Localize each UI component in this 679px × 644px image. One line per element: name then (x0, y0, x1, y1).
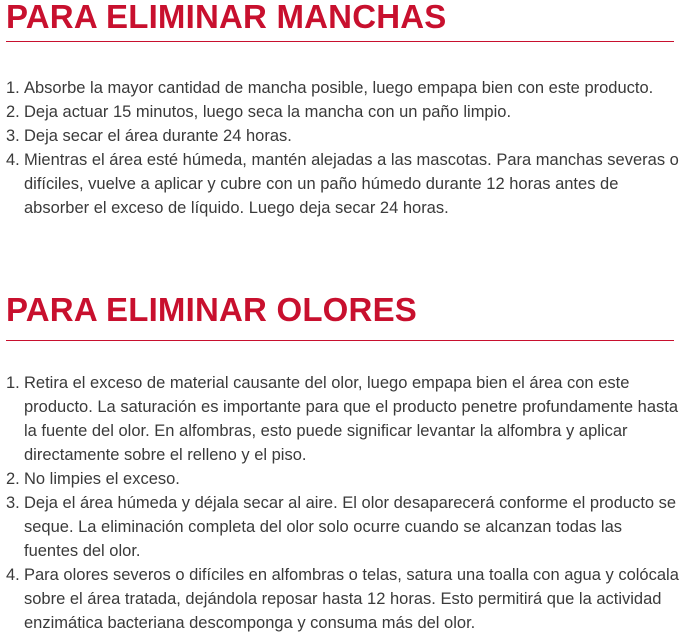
step-number: 4. (6, 566, 20, 584)
step-number: 2. (6, 470, 20, 488)
list-item (0, 76, 679, 100)
list-item (0, 563, 679, 635)
list-item (0, 371, 679, 467)
list-item (0, 148, 679, 220)
step-text: No limpies el exceso. (24, 470, 180, 488)
step-number: 1. (6, 79, 20, 97)
stain-removal-heading: PARA ELIMINAR MANCHAS (6, 0, 447, 35)
step-number: 4. (6, 151, 20, 169)
step-text: Deja el área húmeda y déjala secar al aire. El olor desaparecerá conforme el producto se seque. La eliminación completa del olor solo ocurre cuando se alcanzan todas las fuentes del olor. (24, 494, 677, 560)
list-item (0, 491, 679, 563)
odor-removal-heading: PARA ELIMINAR OLORES (6, 291, 418, 328)
step-text: Deja actuar 15 minutos, luego seca la mancha con un paño limpio. (24, 103, 512, 121)
odor-removal-section (0, 291, 679, 635)
stain-removal-steps (0, 76, 679, 220)
step-text: Absorbe la mayor cantidad de mancha posible, luego empapa bien con este producto. (24, 79, 654, 97)
stain-removal-section (0, 0, 679, 220)
heading-divider (6, 41, 674, 42)
odor-removal-steps (0, 371, 679, 635)
step-text: Retira el exceso de material causante del olor, luego empapa bien el área con este producto. La saturación es importante para que el producto penetre profundamente hasta la fuente del olor. En alfombras, esto puede significar levantar la alfombra y aplicar directamente sobre el relleno y el piso. (24, 374, 679, 464)
step-text: Mientras el área esté húmeda, mantén alejadas a las mascotas. Para manchas severas o difíciles, vuelve a aplicar y cubre con un paño húmedo durante 12 horas antes de absorber el exceso de líquido. Luego deja secar 24 horas. (24, 151, 679, 217)
list-item (0, 124, 679, 148)
list-item (0, 100, 679, 124)
step-number: 3. (6, 127, 20, 145)
step-text: Para olores severos o difíciles en alfombras o telas, satura una toalla con agua y colócala sobre el área tratada, dejándola reposar hasta 12 horas. Esto permitirá que la actividad enzimática bacteriana descomponga y consuma más del olor. (24, 566, 679, 632)
step-number: 1. (6, 374, 20, 392)
step-text: Deja secar el área durante 24 horas. (24, 127, 292, 145)
list-item (0, 467, 679, 491)
heading-divider (6, 340, 674, 341)
step-number: 2. (6, 103, 20, 121)
step-number: 3. (6, 494, 20, 512)
